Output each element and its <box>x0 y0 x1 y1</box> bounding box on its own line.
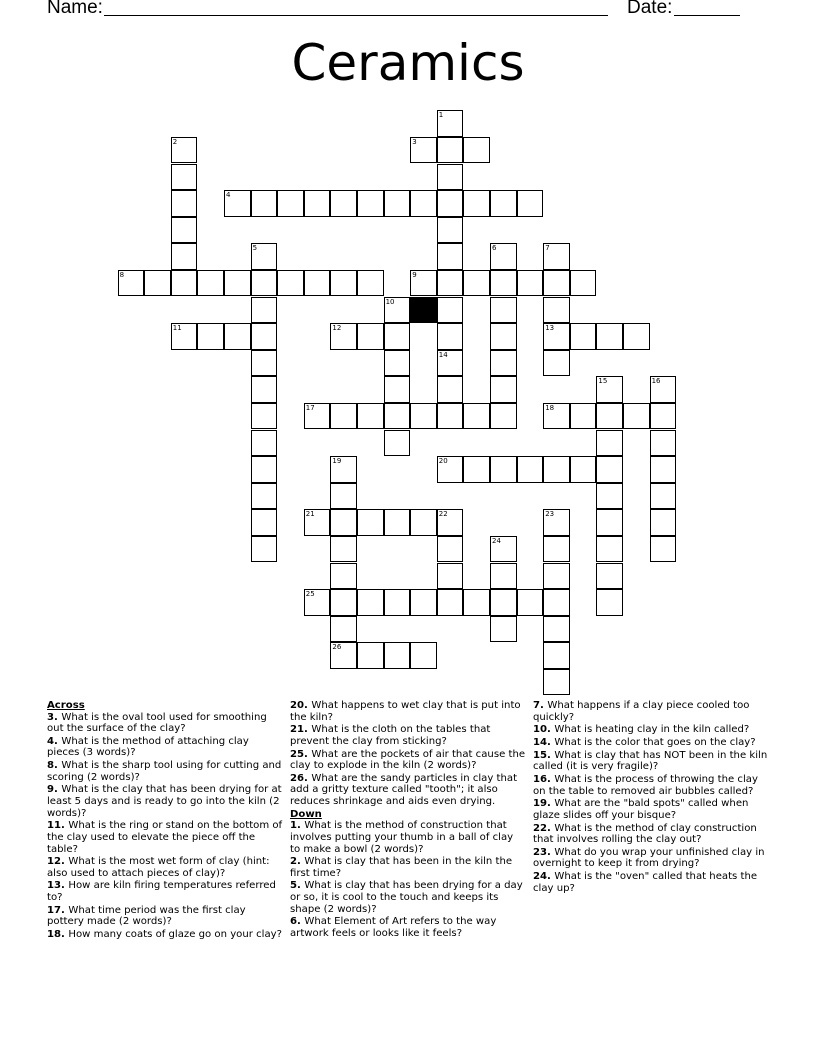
clue-number: 10 <box>385 297 395 306</box>
clue-item-text: What is clay that has been drying for a day or so, it is cool to the touch and keeps its shape (2 words)? <box>290 880 523 915</box>
grid-cell[interactable] <box>171 137 198 164</box>
clue-item-number: 26. <box>290 772 312 784</box>
clue-item <box>290 820 526 855</box>
grid-cell[interactable] <box>410 403 437 430</box>
clue-item-number: 24. <box>533 871 555 883</box>
clue-number: 11 <box>172 324 182 333</box>
clue-item-number: 20. <box>290 700 312 711</box>
clue-item <box>47 929 283 941</box>
grid-cell[interactable] <box>437 403 464 430</box>
grid-cell[interactable] <box>463 190 490 217</box>
clue-item-text: What is the clay that has been drying for at least 5 days and is ready to go into the kiln (2 words)? <box>47 784 282 819</box>
clue-number: 8 <box>119 270 125 279</box>
clue-item-number: 3. <box>47 711 62 723</box>
clue-item-number: 12. <box>47 856 69 868</box>
clue-item <box>47 760 283 783</box>
grid-cell[interactable] <box>330 190 357 217</box>
date-label: Date: <box>627 0 673 18</box>
clue-item-text: What is the method of clay construction that involves rolling the clay out? <box>533 822 757 846</box>
grid-cell[interactable] <box>490 270 517 297</box>
clue-item-text: What are the pockets of air that cause the clay to explode in the kiln (2 words)? <box>290 748 526 772</box>
grid-cell[interactable] <box>517 270 544 297</box>
clue-item-text: What do you wrap your unfinished clay in overnight to keep it from drying? <box>533 846 765 870</box>
clue-item-number: 6. <box>290 916 305 928</box>
clue-item-number: 21. <box>290 724 312 736</box>
grid-cell[interactable] <box>330 403 357 430</box>
grid-cell[interactable] <box>650 403 677 430</box>
grid-cell[interactable] <box>171 270 198 297</box>
clue-item-number: 25. <box>290 748 312 760</box>
page-title: Ceramics <box>291 34 525 92</box>
grid-cell[interactable] <box>650 376 677 403</box>
grid-cell[interactable] <box>330 509 357 536</box>
grid-cell[interactable] <box>517 589 544 616</box>
grid-cell[interactable] <box>357 509 384 536</box>
clue-item <box>290 700 526 723</box>
grid-cell[interactable] <box>224 190 251 217</box>
clue-item <box>290 880 526 915</box>
grid-cell[interactable] <box>410 137 437 164</box>
grid-cell[interactable] <box>463 589 490 616</box>
grid-cell[interactable] <box>543 323 570 350</box>
clue-number: 4 <box>226 191 231 200</box>
clue-item <box>533 847 769 870</box>
grid-cell[interactable] <box>437 456 464 483</box>
grid-cell[interactable] <box>330 483 357 510</box>
clue-number: 19 <box>332 457 342 466</box>
clue-item-text: What is the "oven" called that heats the clay up? <box>533 871 758 894</box>
grid-cell[interactable] <box>650 509 677 536</box>
grid-cell[interactable] <box>384 190 411 217</box>
clues-section <box>0 700 816 1056</box>
clue-number: 24 <box>492 536 501 545</box>
grid-cell[interactable] <box>623 403 650 430</box>
grid-cell[interactable] <box>251 350 278 377</box>
grid-cell[interactable] <box>357 642 384 669</box>
clue-item-text: What time period was the first clay pottery made (2 words)? <box>47 904 246 928</box>
grid-cell[interactable] <box>490 563 517 590</box>
clue-item-text: What Element of Art refers to the way artwork feels or looks like it feels? <box>290 916 497 939</box>
clue-item <box>47 880 283 903</box>
grid-cell[interactable] <box>437 110 464 137</box>
grid-cell[interactable] <box>437 164 464 191</box>
grid-cell[interactable] <box>304 589 331 616</box>
grid-cell[interactable] <box>490 350 517 377</box>
grid-cell[interactable] <box>330 642 357 669</box>
grid-cell[interactable] <box>517 456 544 483</box>
grid-cell[interactable] <box>330 456 357 483</box>
clue-item <box>533 700 769 723</box>
clue-number: 9 <box>412 270 417 279</box>
grid-cell[interactable] <box>384 403 411 430</box>
grid-cell[interactable] <box>224 323 251 350</box>
grid-cell[interactable] <box>490 297 517 324</box>
grid-cell[interactable] <box>251 403 278 430</box>
clue-item <box>290 724 526 747</box>
clue-number: 3 <box>412 137 417 146</box>
grid-cell[interactable] <box>330 536 357 563</box>
clue-number: 7 <box>545 244 550 253</box>
grid-cell[interactable] <box>490 323 517 350</box>
grid-cell[interactable] <box>171 164 198 191</box>
grid-cell[interactable] <box>437 243 464 270</box>
grid-cell[interactable] <box>384 589 411 616</box>
clue-item-text: How many coats of glaze go on your clay? <box>68 929 282 941</box>
grid-cell[interactable] <box>463 456 490 483</box>
grid-cell[interactable] <box>357 270 384 297</box>
clue-item-text: What is the sharp tool using for cutting and scoring (2 words)? <box>47 760 282 783</box>
clue-item-text: What is clay that has NOT been in the kiln called (it is very fragile)? <box>533 749 768 773</box>
grid-cell[interactable] <box>171 190 198 217</box>
grid-cell[interactable] <box>623 323 650 350</box>
clue-item <box>533 750 769 773</box>
grid-cell[interactable] <box>171 243 198 270</box>
clue-number: 25 <box>305 590 315 599</box>
grid-cell[interactable] <box>304 190 331 217</box>
clue-item <box>533 724 769 736</box>
grid-cell[interactable] <box>330 616 357 643</box>
grid-cell[interactable] <box>570 456 597 483</box>
grid-cell[interactable] <box>650 456 677 483</box>
across-heading: Across <box>47 700 85 711</box>
name-label: Name: <box>47 0 103 18</box>
clue-number: 23 <box>545 510 555 519</box>
grid-cell[interactable] <box>251 270 278 297</box>
clue-item-text: What is the most wet form of clay (hint: also used to attach pieces of clay)? <box>47 856 270 879</box>
grid-cell[interactable] <box>543 297 570 324</box>
clue-item-text: What is the oval tool used for smoothing out the surface of the clay? <box>47 711 267 735</box>
grid-cell[interactable] <box>596 430 623 457</box>
grid-cell[interactable] <box>304 270 331 297</box>
grid-cell[interactable] <box>490 376 517 403</box>
grid-cell[interactable] <box>543 403 570 430</box>
clue-item <box>533 774 769 797</box>
grid-cell[interactable] <box>543 616 570 643</box>
clue-item-number: 8. <box>47 760 62 772</box>
grid-cell[interactable] <box>596 456 623 483</box>
clue-item-text: How are kiln firing temperatures referred to? <box>47 880 276 904</box>
grid-cell[interactable] <box>330 589 357 616</box>
clues-column-1 <box>47 700 283 942</box>
down-heading: Down <box>290 808 322 820</box>
clue-item-number: 9. <box>47 784 62 796</box>
clue-item-number: 22. <box>533 822 555 834</box>
grid-cell[interactable] <box>596 589 623 616</box>
grid-cell[interactable] <box>251 243 278 270</box>
grid-cell[interactable] <box>463 270 490 297</box>
clue-item-number: 13. <box>47 880 69 892</box>
clue-number: 15 <box>598 377 608 386</box>
grid-cell[interactable] <box>437 217 464 244</box>
clue-item-text: What is the color that goes on the clay? <box>554 736 756 748</box>
grid-cell[interactable] <box>357 190 384 217</box>
clue-number: 21 <box>305 510 315 519</box>
grid-cell[interactable] <box>384 376 411 403</box>
clue-number: 5 <box>252 244 258 253</box>
grid-cell[interactable] <box>437 589 464 616</box>
clue-number: 6 <box>492 244 497 253</box>
grid-cell[interactable] <box>251 456 278 483</box>
grid-cell[interactable] <box>596 483 623 510</box>
grid-cell[interactable] <box>384 297 411 324</box>
grid-cell[interactable] <box>224 270 251 297</box>
clue-item-text: What is the cloth on the tables that prevent the clay from sticking? <box>290 724 491 747</box>
grid-cell[interactable] <box>251 297 278 324</box>
grid-cell[interactable] <box>543 536 570 563</box>
clue-item-number: 10. <box>533 724 555 736</box>
grid-cell[interactable] <box>543 509 570 536</box>
clue-number: 13 <box>545 324 555 333</box>
grid-cell[interactable] <box>384 509 411 536</box>
grid-cell[interactable] <box>596 323 623 350</box>
clue-item-number: 5. <box>290 880 305 892</box>
grid-cell[interactable] <box>251 323 278 350</box>
grid-cell[interactable] <box>357 323 384 350</box>
grid-cell[interactable] <box>357 403 384 430</box>
clue-number: 1 <box>438 111 444 120</box>
clues-column-3 <box>533 700 769 895</box>
clue-item <box>533 737 769 749</box>
clue-item-number: 11. <box>47 820 69 832</box>
clue-item-number: 23. <box>533 846 555 858</box>
grid-cell[interactable] <box>384 430 411 457</box>
clue-number: 18 <box>545 403 555 412</box>
clue-item <box>533 798 769 821</box>
grid-cell[interactable] <box>171 217 198 244</box>
clues-column-2 <box>290 700 526 941</box>
clue-item-text: What is heating clay in the kiln called? <box>554 724 750 736</box>
grid-cell[interactable] <box>330 323 357 350</box>
grid-cell[interactable] <box>490 456 517 483</box>
grid-cell[interactable] <box>384 350 411 377</box>
grid-cell[interactable] <box>517 190 544 217</box>
clue-item <box>47 820 283 855</box>
clue-item-text: What is clay that has been in the kiln the first time? <box>290 856 513 879</box>
grid-cell[interactable] <box>410 642 437 669</box>
grid-cell[interactable] <box>543 350 570 377</box>
clue-number: 26 <box>332 643 342 652</box>
clue-item <box>290 856 526 879</box>
grid-cell[interactable] <box>251 483 278 510</box>
grid-cell[interactable] <box>490 536 517 563</box>
grid-cell[interactable] <box>596 403 623 430</box>
clue-item-text: What are the "bald spots" called when glaze slides off your bisque? <box>533 798 749 821</box>
clue-item-text: What is the process of throwing the clay on the table to removed air bubbles called? <box>533 773 758 797</box>
clue-item-text: What are the sandy particles in clay that add a gritty texture called "tooth"; it also reduces shrinkage and aids even drying. <box>290 772 518 808</box>
grid-cell[interactable] <box>463 137 490 164</box>
grid-cell[interactable] <box>437 376 464 403</box>
clue-item-text: What happens to wet clay that is put into the kiln? <box>290 700 521 723</box>
grid-cell[interactable] <box>490 616 517 643</box>
grid-cell[interactable] <box>410 270 437 297</box>
clue-item-number: 15. <box>533 749 555 761</box>
grid-cell[interactable] <box>490 190 517 217</box>
clue-item <box>47 905 283 928</box>
grid-cell[interactable] <box>490 403 517 430</box>
grid-cell[interactable] <box>543 270 570 297</box>
grid-cell[interactable] <box>197 270 224 297</box>
grid-cell[interactable] <box>543 243 570 270</box>
grid-cell[interactable] <box>596 536 623 563</box>
clue-number: 20 <box>438 457 448 466</box>
grid-cell[interactable] <box>570 270 597 297</box>
clue-number: 12 <box>332 324 342 333</box>
grid-cell[interactable] <box>543 563 570 590</box>
grid-cell[interactable] <box>437 137 464 164</box>
grid-cell[interactable] <box>251 190 278 217</box>
clue-item-number: 19. <box>533 798 555 810</box>
clue-number: 17 <box>305 403 315 412</box>
grid-cell[interactable] <box>570 403 597 430</box>
clue-item-number: 2. <box>290 856 305 868</box>
clue-item <box>290 916 526 939</box>
grid-cell[interactable] <box>251 536 278 563</box>
clue-item-number: 18. <box>47 929 69 941</box>
grid-cell[interactable] <box>410 589 437 616</box>
grid-cell[interactable] <box>197 323 224 350</box>
clue-number: 22 <box>438 510 448 519</box>
grid-cell[interactable] <box>650 430 677 457</box>
grid-cell[interactable] <box>277 270 304 297</box>
grid-cell[interactable] <box>251 509 278 536</box>
clue-item <box>47 784 283 819</box>
clue-item-number: 14. <box>533 736 555 748</box>
grid-cell[interactable] <box>410 509 437 536</box>
clue-item <box>533 823 769 846</box>
grid-cell[interactable] <box>543 642 570 669</box>
clue-item <box>290 749 526 772</box>
grid-cell[interactable] <box>437 509 464 536</box>
grid-cell[interactable] <box>384 323 411 350</box>
grid-cell[interactable] <box>463 403 490 430</box>
grid-cell[interactable] <box>437 323 464 350</box>
clue-item <box>47 856 283 879</box>
clue-item-text: What happens if a clay piece cooled too quickly? <box>533 700 750 723</box>
grid-cell[interactable] <box>596 509 623 536</box>
clue-item <box>533 871 769 894</box>
grid-cell[interactable] <box>596 563 623 590</box>
grid-cell[interactable] <box>437 563 464 590</box>
grid-cell[interactable] <box>650 536 677 563</box>
black-cell <box>410 297 437 324</box>
grid-cell[interactable] <box>144 270 171 297</box>
clue-item-text: What is the ring or stand on the bottom of the clay used to elevate the piece off the table? <box>47 820 283 855</box>
clue-item <box>47 736 283 759</box>
grid-cell[interactable] <box>570 323 597 350</box>
clue-number: 16 <box>651 377 661 386</box>
clue-number: 14 <box>438 350 448 359</box>
grid-cell[interactable] <box>543 456 570 483</box>
grid-cell[interactable] <box>118 270 145 297</box>
clue-item-number: 4. <box>47 735 62 747</box>
grid-cell[interactable] <box>437 190 464 217</box>
clue-item <box>290 773 526 808</box>
clue-item-number: 16. <box>533 773 555 785</box>
clue-item-number: 17. <box>47 904 69 916</box>
grid-cell[interactable] <box>596 376 623 403</box>
grid-cell[interactable] <box>437 270 464 297</box>
clue-item-number: 7. <box>533 700 548 711</box>
grid-cell[interactable] <box>357 589 384 616</box>
grid-cell[interactable] <box>277 190 304 217</box>
clue-number: 2 <box>172 137 178 146</box>
grid-cell[interactable] <box>304 509 331 536</box>
grid-cell[interactable] <box>543 669 570 696</box>
grid-cell[interactable] <box>251 430 278 457</box>
grid-cell[interactable] <box>490 589 517 616</box>
grid-cell[interactable] <box>650 483 677 510</box>
grid-cell[interactable] <box>330 270 357 297</box>
grid-cell[interactable] <box>490 243 517 270</box>
grid-cell[interactable] <box>384 642 411 669</box>
grid-cell[interactable] <box>171 323 198 350</box>
clue-item-text: What is the method of construction that involves putting your thumb in a ball of clay to make a bowl (2 words)? <box>290 820 514 855</box>
grid-cell[interactable] <box>543 589 570 616</box>
grid-cell[interactable] <box>251 376 278 403</box>
clue-item-number: 1. <box>290 820 305 832</box>
grid-cell[interactable] <box>304 403 331 430</box>
grid-cell[interactable] <box>410 190 437 217</box>
grid-cell[interactable] <box>437 350 464 377</box>
grid-cell[interactable] <box>437 297 464 324</box>
clue-item <box>47 712 283 735</box>
grid-cell[interactable] <box>437 536 464 563</box>
grid-cell[interactable] <box>330 563 357 590</box>
clue-item-text: What is the method of attaching clay pieces (3 words)? <box>47 735 249 759</box>
